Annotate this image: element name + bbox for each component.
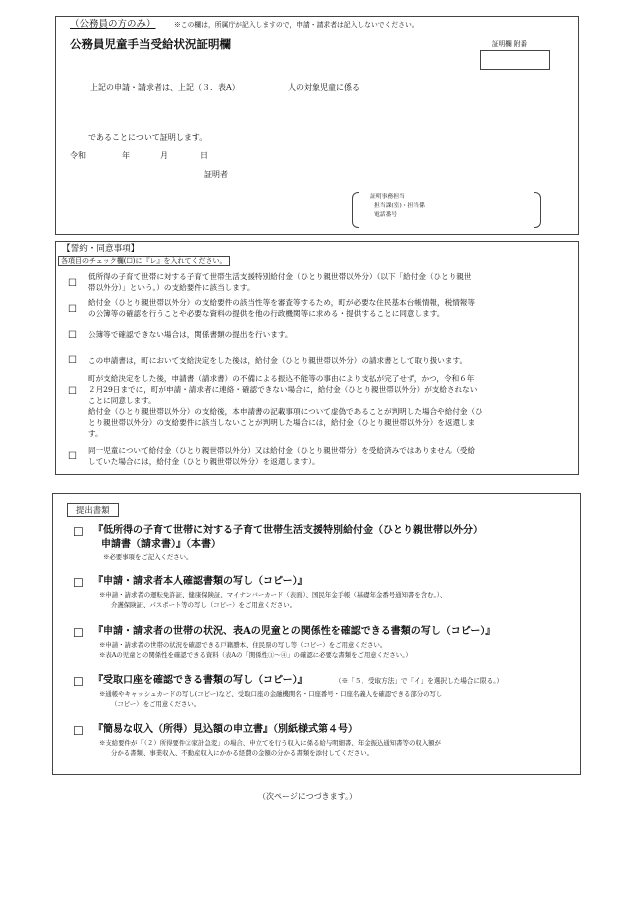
doc-4-note-1: ※通帳やキャッシュカードの写し(コピー)など、受取口座の金融機関名・口座番号・口座名義人を確認できる部分の写し — [99, 690, 443, 698]
pledge-item-6: 同一児童について給付金（ひとり親世帯以外分）又は給付金（ひとり親世帯分）を受給済みではありません（受給 していた場合には，給付金（ひとり親世帯以外分）を返還します）。 — [88, 446, 476, 466]
doc-checkbox-2[interactable]: ☐ — [73, 576, 84, 590]
doc-5-note-2: 分かる書類、事業収入、不動産収入にかかる経費の金額の分かる書類を添付してください。 — [111, 749, 374, 757]
continued-note: （次ページにつづきます。） — [258, 792, 358, 801]
date-day: 日 — [200, 151, 208, 160]
pledge-item-2: 給付金（ひとり親世帯以外分）の支給要件の該当性等を審査等するため，町が必要な住民基本台帳情報，税情報等 の公簿等の確認を行うことや必要な資料の提供を他の行政機関等に求める・提供することに同意します。 — [88, 298, 475, 318]
doc-4-heading: 『受取口座を確認できる書類の写し（コピー）』 — [93, 675, 308, 686]
doc-2-heading: 『申請・請求者本人確認書類の写し（コピー）』 — [93, 576, 308, 587]
cert-line-1: 上記の申請・請求者は、上記（３．表A） — [90, 83, 240, 92]
pledge-title: 【誓約・同意事項】 — [62, 244, 140, 254]
doc-1-note: ※必要事項をご記入ください。 — [103, 553, 193, 561]
date-year: 年 — [122, 151, 130, 160]
documents-section — [52, 493, 581, 775]
doc-5-note-1: ※支給要件が「（２）所得要件②家計急変」の場合、申立てを行う収入に係る給与明細書、年金振込通知書等の収入額が — [99, 739, 441, 747]
doc-1-heading-2: 申請書（請求書）』（本書） — [101, 539, 221, 550]
official-title: 公務員児童手当受給状況証明欄 — [70, 37, 231, 51]
doc-4-heading-note: （※「５．受取方法」で「イ」を選択した場合に限る。） — [335, 677, 504, 685]
pledge-item-5: 町が支給決定をした後，申請書（請求書）の不備による振込不能等の事由により支払が完了せず，かつ，令和６年 ２月29日までに，町が申請・請求者に連絡・確認できない場合に，給付金（ひとり親世帯以外分）が支給されない ことに同意します。 給付金（ひとり親世帯以外分）の支給後，本申請書の記載事項について虚偽であることが判明した場合や給付金（ひ とり親世帯以外分）の支給要件に該当しないことが判明した場合には，給付金（ひとり親世帯以外分）を返還しま す。 — [88, 374, 483, 438]
official-section — [55, 16, 579, 235]
certifier-label: 証明者 — [204, 170, 228, 179]
cert-number-field[interactable] — [480, 50, 550, 70]
pledge-item-4: この申請書は，町において支給決定をした後は，給付金（ひとり親世帯以外分）の請求書として取り扱います。 — [88, 356, 468, 365]
official-header-label: （公務員の方のみ） — [70, 19, 156, 30]
pledge-section — [55, 241, 579, 475]
contact-bracket-right — [534, 192, 541, 228]
doc-checkbox-1[interactable]: ☐ — [73, 525, 84, 539]
official-header-note: ※この欄は，所属庁が記入しますので，申請・請求者は記入しないでください。 — [174, 21, 419, 29]
doc-checkbox-5[interactable]: ☐ — [73, 724, 84, 738]
cert-line-2: であることについて証明します。 — [88, 133, 208, 142]
doc-3-note-2: ※表Aの児童との関係性を確認できる資料（表Aの「関係性①〜④」の確認に必要な書類をご用意ください。） — [99, 651, 412, 659]
date-era: 令和 — [70, 151, 86, 160]
cert-number-label: 証明欄 附番 — [492, 40, 528, 48]
pledge-checkbox-6[interactable]: ☐ — [68, 451, 77, 462]
pledge-checkbox-5[interactable]: ☐ — [68, 386, 77, 397]
contact-line-2: 担当課(室)・担当係 — [374, 203, 425, 209]
doc-2-note-1: ※申請・請求者の運転免許証、健康保険証、マイナンバーカード（表面）、国民年金手帳（基礎年金番号通知書を含む。）、 — [99, 591, 447, 599]
doc-3-heading: 『申請・請求者の世帯の状況、表Aの児童との関係性を確認できる書類の写し（コピー）』 — [93, 626, 496, 637]
documents-title: 提出書類 — [67, 503, 119, 517]
doc-checkbox-4[interactable]: ☐ — [73, 675, 84, 689]
doc-2-note-2: 介護保険証、パスポート等の写し（コピー）をご用意ください。 — [111, 601, 297, 609]
pledge-checkbox-4[interactable]: ☐ — [68, 355, 77, 366]
doc-5-heading: 『簡易な収入（所得）見込額の申立書』（別紙様式第４号） — [93, 724, 358, 735]
pledge-item-1: 低所得の子育て世帯に対する子育て世帯生活支援特別給付金（ひとり親世帯以外分）（以下「給付金（ひとり親世 帯以外分）」という。）の支給要件に該当します。 — [88, 272, 472, 292]
contact-line-1: 証明事務担当 — [370, 194, 405, 200]
pledge-checkbox-3[interactable]: ☐ — [68, 330, 77, 341]
date-month: 月 — [160, 151, 168, 160]
doc-1-heading: 『低所得の子育て世帯に対する子育て世帯生活支援特別給付金（ひとり親世帯以外分） — [93, 525, 483, 536]
cert-line-1-tail: 人の対象児童に係る — [288, 83, 360, 92]
contact-line-3: 電話番号 — [374, 212, 398, 218]
doc-4-note-2: （コピー）をご用意ください。 — [111, 700, 201, 708]
pledge-checkbox-2[interactable]: ☐ — [68, 304, 77, 315]
pledge-item-3: 公簿等で確認できない場合は，関係書類の提出を行います。 — [88, 330, 293, 339]
doc-checkbox-3[interactable]: ☐ — [73, 626, 84, 640]
contact-bracket-left — [352, 192, 359, 228]
pledge-instruction: 各項目のチェック欄(☐)に『レ』を入れてください。 — [58, 256, 230, 266]
doc-3-note-1: ※申請・請求者の世帯の状況を確認できる戸籍謄本、住民票の写し等（コピー）をご用意ください。 — [99, 641, 387, 649]
pledge-checkbox-1[interactable]: ☐ — [68, 278, 77, 289]
